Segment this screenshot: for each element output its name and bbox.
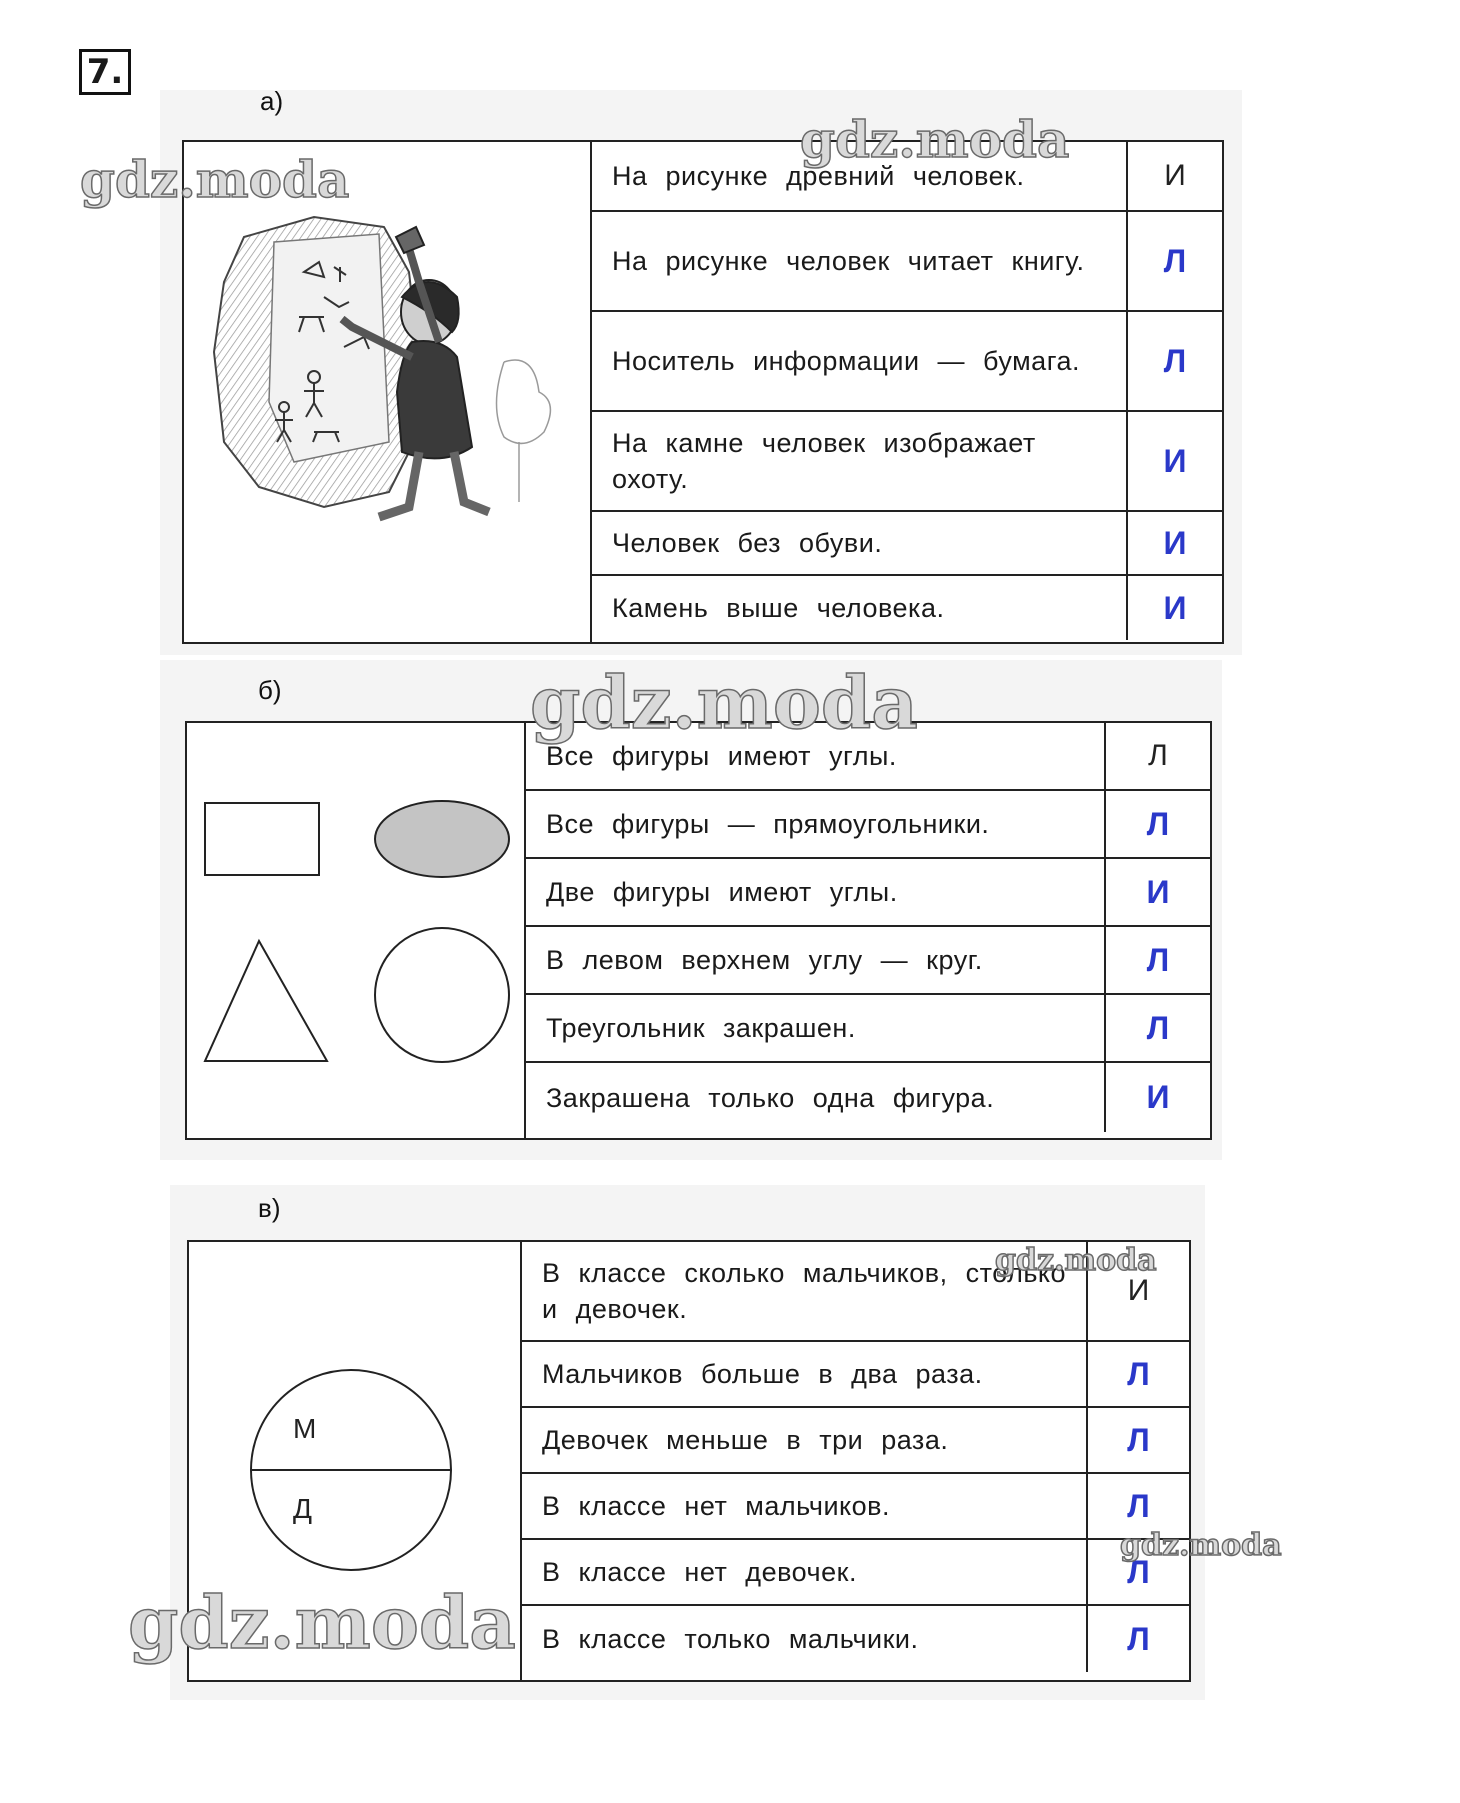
shapes-illustration [187,723,524,1138]
watermark: gdz.moda [995,1243,1157,1278]
rectangle-shape [205,803,319,875]
true-false-answer: Л [1127,1355,1150,1392]
statement-row [526,791,1210,859]
true-false-answer: Л [1127,1487,1150,1524]
statement-text: Закрашена только одна фигура. [526,1063,1106,1132]
circle-label-girls: Д [293,1493,312,1524]
part-b-table [185,721,1212,1140]
statement-text: Все фигуры — прямоугольники. [526,791,1106,857]
example-answer: И [1127,1274,1150,1307]
true-false-answer: Л [1127,1620,1150,1657]
statement-text: Девочек меньше в три раза. [522,1408,1088,1472]
true-false-answer: Л [1146,941,1170,978]
statement-row [592,576,1222,640]
statement-row [522,1342,1189,1408]
statement-text: Носитель информации — бумага. [592,312,1128,410]
watermark: gdz.moda [80,150,350,209]
statement-row [592,412,1222,512]
statement-text: На рисунке человек читает книгу. [592,212,1128,310]
part-b-label: б) [258,675,282,705]
statement-text: В классе нет девочек. [522,1540,1088,1604]
statement-text: В классе только мальчики. [522,1606,1088,1672]
statement-row [526,995,1210,1063]
statement-text: В левом верхнем углу — круг. [526,927,1106,993]
statement-text: Человек без обуви. [592,512,1128,574]
watermark: gdz.moda [128,1580,516,1665]
shaded-ellipse-shape [375,801,509,877]
true-false-answer: И [1146,1079,1170,1115]
statement-row [522,1474,1189,1540]
watermark: gdz.moda [1120,1528,1282,1563]
true-false-answer: И [1146,873,1170,910]
watermark: gdz.moda [530,660,918,745]
caveman-illustration [184,142,590,642]
circle-label-boys: М [293,1413,317,1444]
part-a-table [182,140,1224,644]
watermark: gdz.moda [800,110,1070,169]
statement-row [526,859,1210,927]
statement-text: Камень выше человека. [592,576,1128,640]
true-false-answer: Л [1127,1421,1150,1458]
statement-row [522,1540,1189,1606]
statement-row [522,1408,1189,1474]
statement-row [592,212,1222,312]
statement-text: Все фигуры имеют углы. [526,723,1106,789]
part-c-label: в) [258,1193,281,1223]
true-false-answer: Л [1146,1009,1170,1046]
statement-text: В классе нет мальчиков. [522,1474,1088,1538]
caveman-picture-cell [184,142,592,642]
statement-row [522,1606,1189,1672]
true-false-answer: Л [1146,805,1170,842]
statement-row [526,927,1210,995]
true-false-answer: Л [1127,1553,1150,1590]
example-answer: И [1164,159,1186,192]
statement-text: В классе сколько мальчиков, столько и девочек. [522,1242,1088,1340]
statement-text: Треугольник закрашен. [526,995,1106,1061]
statement-row [526,1063,1210,1132]
true-false-answer: И [1163,442,1187,479]
shapes-picture-cell [187,723,526,1138]
statement-text: Две фигуры имеют углы. [526,859,1106,925]
statement-row [592,512,1222,576]
statement-text: На рисунке древний человек. [592,142,1128,210]
task-number: 7. [79,49,131,95]
triangle-shape [205,941,327,1061]
true-false-answer: Л [1163,242,1187,279]
true-false-answer: И [1163,589,1187,626]
statement-text: Мальчиков больше в два раза. [522,1342,1088,1406]
part-a-label: а) [260,86,284,116]
true-false-answer: Л [1163,342,1187,379]
example-answer: Л [1148,739,1168,772]
statement-text: На камне человек изображает охоту. [592,412,1128,510]
true-false-answer: И [1163,524,1187,561]
circle-shape [375,928,509,1062]
statement-row [592,312,1222,412]
